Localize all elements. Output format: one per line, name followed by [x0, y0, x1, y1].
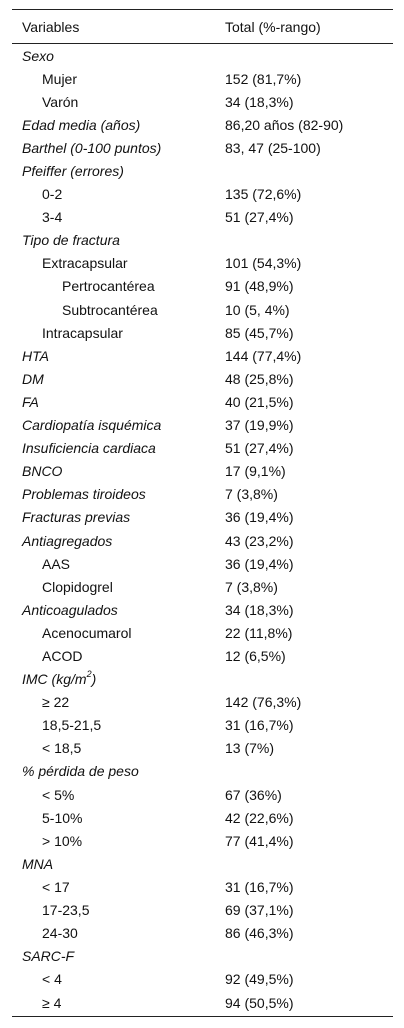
table-row: [12, 275, 393, 298]
row-variable-label: IMC (kg/m: [22, 671, 87, 688]
row-value-cell: 86 (46,3%): [225, 925, 294, 942]
row-value-cell: 92 (49,5%): [225, 971, 294, 988]
row-value-cell: 91 (48,9%): [225, 278, 294, 295]
row-variable-cell: [12, 783, 225, 806]
row-variable-label: Pfeiffer (errores): [22, 163, 124, 180]
row-value-cell: 43 (23,2%): [225, 532, 294, 549]
row-variable-label: Acenocumarol: [42, 624, 132, 641]
table-row: [12, 714, 393, 737]
row-variable-label: MNA: [22, 855, 54, 872]
table-row: [12, 852, 393, 875]
table-row: [12, 67, 393, 90]
row-variable-cell: [12, 67, 225, 90]
row-variable-label: 3-4: [42, 209, 63, 226]
row-variable-label: < 4: [42, 971, 62, 988]
row-variable-cell: [12, 206, 225, 229]
table-body: [12, 44, 393, 1017]
header-row: [12, 10, 393, 44]
row-value-cell: 7 (3,8%): [225, 578, 278, 595]
row-variable-label: Cardiopatía isquémica: [22, 417, 162, 434]
table-row: [12, 159, 393, 182]
row-value-cell: 51 (27,4%): [225, 440, 294, 457]
row-variable-label: < 17: [42, 878, 70, 895]
row-variable-cell: [12, 575, 225, 598]
row-value-cell: [225, 159, 393, 182]
table-row: [12, 644, 393, 667]
row-variable-label: 0-2: [42, 186, 63, 203]
table-row: [12, 298, 393, 321]
row-variable-cell: [12, 460, 225, 483]
row-variable-label: Pertrocantérea: [62, 278, 155, 295]
row-value-cell: 13 (7%): [225, 740, 275, 757]
row-variable-label: Edad media (años): [22, 116, 141, 133]
row-variable-label: Tipo de fractura: [22, 232, 120, 249]
row-value-cell: [225, 852, 393, 875]
row-variable-label: Antiagregados: [22, 532, 113, 549]
row-variable-label: Intracapsular: [42, 324, 123, 341]
table-row: [12, 621, 393, 644]
table-row: [12, 437, 393, 460]
row-value-cell: 51 (27,4%): [225, 209, 294, 226]
table-row: [12, 460, 393, 483]
row-variable-label: Fracturas previas: [22, 509, 131, 526]
row-variable-label-suffix: ): [91, 671, 97, 688]
row-variable-cell: [12, 321, 225, 344]
row-variable-label: ≥ 22: [42, 694, 70, 711]
row-variable-cell: [12, 598, 225, 621]
row-variable-label: Mujer: [42, 70, 78, 87]
table-row: [12, 483, 393, 506]
row-value-cell: 12 (6,5%): [225, 647, 286, 664]
row-value-cell: 144 (77,4%): [225, 347, 302, 364]
row-variable-label: Sexo: [22, 47, 54, 64]
row-variable-label: Problemas tiroideos: [22, 486, 146, 503]
row-variable-label: < 5%: [42, 786, 75, 803]
table-row: [12, 575, 393, 598]
row-variable-cell: [12, 737, 225, 760]
row-variable-label: Extracapsular: [42, 255, 128, 272]
row-variable-label: FA: [22, 393, 39, 410]
row-variable-cell: [12, 621, 225, 644]
row-value-cell: 152 (81,7%): [225, 70, 302, 87]
row-variable-cell: [12, 852, 225, 875]
row-value-cell: 69 (37,1%): [225, 902, 294, 919]
row-variable-label: Clopidogrel: [42, 578, 113, 595]
row-variable-label: Subtrocantérea: [62, 301, 158, 318]
table-row: [12, 829, 393, 852]
table-row: [12, 968, 393, 991]
table-row: [12, 875, 393, 898]
row-variable-cell: [12, 159, 225, 182]
row-variable-label: 18,5-21,5: [42, 717, 102, 734]
row-variable-label: 24-30: [42, 925, 78, 942]
row-variable-cell: [12, 714, 225, 737]
row-value-cell: 7 (3,8%): [225, 486, 278, 503]
table-row: [12, 252, 393, 275]
row-variable-cell: [12, 922, 225, 945]
row-variable-cell: [12, 275, 225, 298]
row-variable-cell: [12, 344, 225, 367]
row-value-cell: 10 (5, 4%): [225, 301, 290, 318]
row-variable-cell: [12, 506, 225, 529]
row-value-cell: 22 (11,8%): [225, 624, 293, 641]
row-variable-cell: [12, 90, 225, 113]
header-total: Total (%-rango): [225, 10, 393, 44]
row-variable-cell: [12, 945, 225, 968]
table-row: [12, 183, 393, 206]
row-value-cell: 42 (22,6%): [225, 809, 294, 826]
row-variable-label: ACOD: [42, 647, 83, 664]
row-value-cell: 48 (25,8%): [225, 370, 294, 387]
row-variable-label: % pérdida de peso: [22, 763, 139, 780]
table-row: [12, 529, 393, 552]
row-variable-label: ≥ 4: [42, 995, 62, 1012]
table-row: [12, 898, 393, 921]
table-row: [12, 806, 393, 829]
row-variable-cell: [12, 483, 225, 506]
row-value-cell: 86,20 años (82-90): [225, 116, 344, 133]
header-variables: Variables: [12, 10, 225, 44]
row-variable-cell: [12, 229, 225, 252]
row-variable-cell: [12, 968, 225, 991]
table-row: [12, 229, 393, 252]
row-value-cell: [225, 945, 393, 968]
row-value-cell: 67 (36%): [225, 786, 282, 803]
row-variable-cell: [12, 437, 225, 460]
table-row: [12, 922, 393, 945]
row-value-cell: 17 (9,1%): [225, 463, 286, 480]
table-row: [12, 783, 393, 806]
row-variable-label: Barthel (0-100 puntos): [22, 139, 162, 156]
row-variable-cell: [12, 691, 225, 714]
row-variable-label: > 10%: [42, 832, 83, 849]
row-variable-cell: [12, 529, 225, 552]
row-variable-label: DM: [22, 370, 44, 387]
row-value-cell: 94 (50,5%): [225, 991, 393, 1017]
row-value-cell: 34 (18,3%): [225, 93, 294, 110]
row-variable-label: < 18,5: [42, 740, 82, 757]
row-variable-cell: [12, 252, 225, 275]
table-row: [12, 737, 393, 760]
variables-table: [12, 9, 393, 1017]
table-row: [12, 598, 393, 621]
row-variable-label: Insuficiencia cardiaca: [22, 440, 156, 457]
row-value-cell: [225, 229, 393, 252]
row-variable-cell: [12, 183, 225, 206]
table-row: [12, 390, 393, 413]
table-row: [12, 136, 393, 159]
row-variable-cell: [12, 298, 225, 321]
row-variable-cell: [12, 760, 225, 783]
row-variable-cell: [12, 806, 225, 829]
row-variable-cell: [12, 991, 225, 1017]
row-value-cell: 142 (76,3%): [225, 694, 302, 711]
row-variable-label: 17-23,5: [42, 902, 90, 919]
row-variable-cell: [12, 390, 225, 413]
table-row: [12, 506, 393, 529]
row-variable-cell: [12, 898, 225, 921]
row-variable-cell: [12, 113, 225, 136]
row-value-cell: 34 (18,3%): [225, 601, 294, 618]
row-variable-cell: [12, 414, 225, 437]
row-variable-superscript: 2: [86, 669, 92, 680]
table-row: [12, 991, 393, 1017]
row-variable-cell: [12, 136, 225, 159]
row-variable-cell: [12, 644, 225, 667]
row-variable-cell: [12, 367, 225, 390]
table-row: [12, 321, 393, 344]
table-row: [12, 90, 393, 113]
row-variable-cell: [12, 44, 225, 68]
table-row: [12, 760, 393, 783]
table-row: [12, 668, 393, 691]
row-variable-cell: [12, 875, 225, 898]
row-value-cell: 85 (45,7%): [225, 324, 294, 341]
row-variable-label: Anticoagulados: [22, 601, 118, 618]
row-variable-cell: [12, 668, 225, 691]
row-variable-cell: [12, 552, 225, 575]
table-row: [12, 691, 393, 714]
table-row: [12, 113, 393, 136]
row-variable-cell: [12, 829, 225, 852]
row-variable-label: AAS: [42, 555, 71, 572]
table-row: [12, 44, 393, 68]
table-row: [12, 367, 393, 390]
table-row: [12, 552, 393, 575]
row-value-cell: 37 (19,9%): [225, 417, 294, 434]
row-value-cell: 40 (21,5%): [225, 393, 294, 410]
row-variable-label: 5-10%: [42, 809, 83, 826]
table-row: [12, 344, 393, 367]
row-value-cell: [225, 760, 393, 783]
row-variable-label: SARC-F: [22, 948, 75, 965]
row-value-cell: 36 (19,4%): [225, 509, 294, 526]
row-value-cell: [225, 44, 393, 68]
row-value-cell: 135 (72,6%): [225, 186, 302, 203]
row-value-cell: 101 (54,3%): [225, 255, 302, 272]
row-value-cell: 31 (16,7%): [225, 717, 294, 734]
row-value-cell: [225, 668, 393, 691]
table-header: [12, 10, 393, 44]
table-row: [12, 414, 393, 437]
row-variable-label: HTA: [22, 347, 49, 364]
table-row: [12, 945, 393, 968]
table-row: [12, 206, 393, 229]
row-value-cell: 77 (41,4%): [225, 832, 294, 849]
row-value-cell: 31 (16,7%): [225, 878, 294, 895]
row-value-cell: 36 (19,4%): [225, 555, 294, 572]
row-variable-label: BNCO: [22, 463, 63, 480]
variables-table-container: [12, 9, 393, 1017]
row-variable-label: Varón: [42, 93, 79, 110]
row-value-cell: 83, 47 (25-100): [225, 139, 321, 156]
